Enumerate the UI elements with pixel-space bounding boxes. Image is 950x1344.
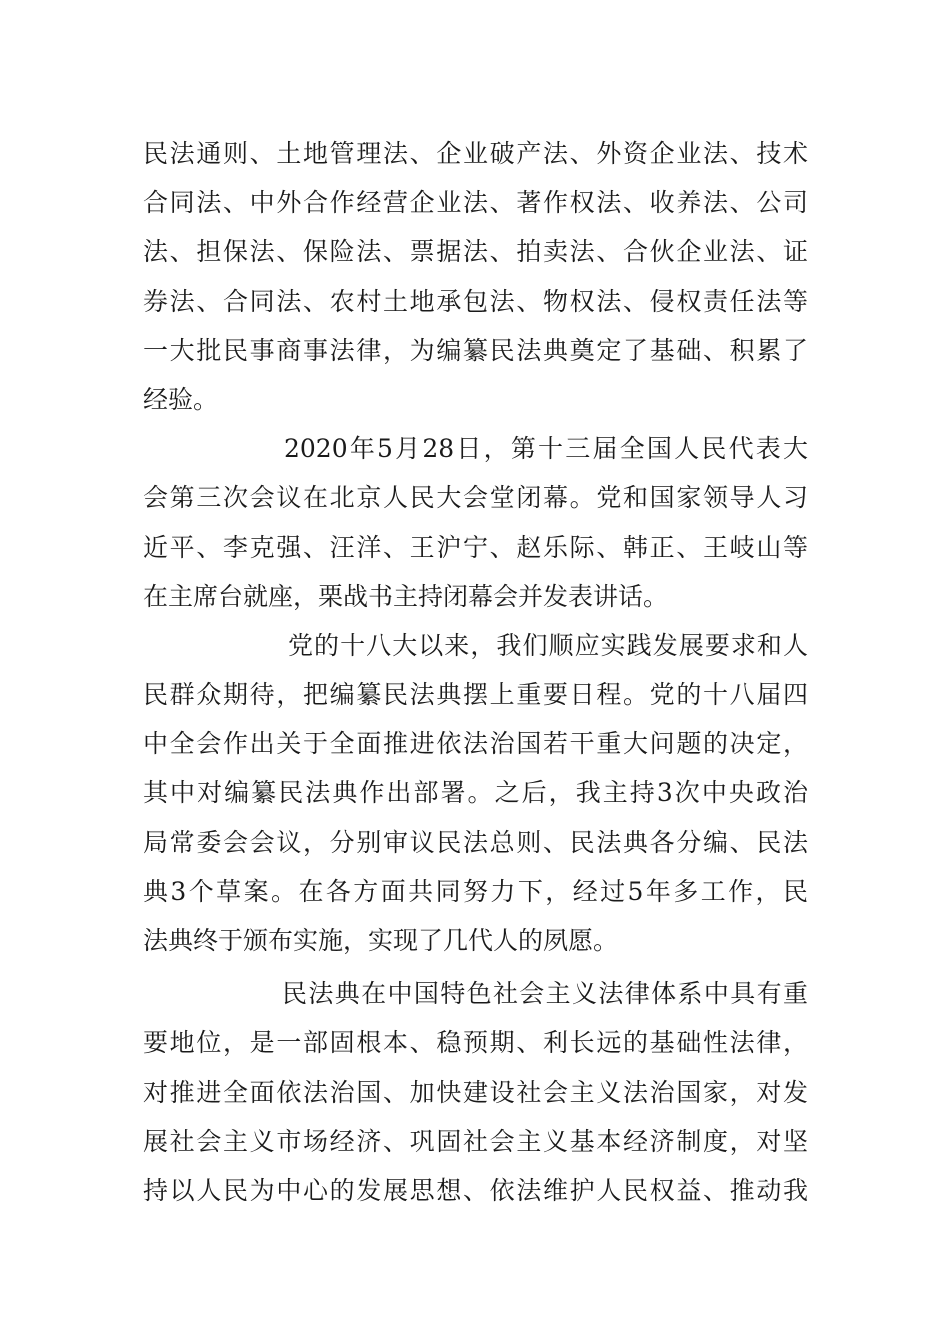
text-line: 一大批民事商事法律，为编纂民法典奠定了基础、积累了	[143, 335, 808, 365]
text-line: 法典终于颁布实施，实现了几代人的夙愿。	[143, 926, 619, 955]
paragraph-1	[143, 129, 808, 424]
text-line: 要地位，是一部固根本、稳预期、利长远的基础性法律，	[143, 1028, 808, 1058]
text-line: 民法典在中国特色社会主义法律体系中具有重	[282, 979, 808, 1009]
text-line: 局常委会会议，分别审议民法总则、民法典各分编、民法	[143, 827, 808, 857]
text-line: 持以人民为中心的发展思想、依法维护人民权益、推动我	[143, 1175, 808, 1205]
text-line: 党的十八大以来，我们顺应实践发展要求和人	[288, 630, 808, 660]
text-line: 民法通则、土地管理法、企业破产法、外资企业法、技术	[143, 139, 808, 168]
text-line: 2020年5月28日，第十三届全国人民代表大	[284, 434, 808, 464]
text-line: 中全会作出关于全面推进依法治国若干重大问题的决定，	[143, 729, 808, 759]
text-line: 会第三次会议在北京人民大会堂闭幕。党和国家领导人习	[143, 483, 808, 513]
paragraph-4	[143, 969, 808, 1215]
text-line: 民群众期待，把编纂民法典摆上重要日程。党的十八届四	[143, 680, 808, 710]
text-line: 法、担保法、保险法、票据法、拍卖法、合伙企业法、证	[143, 237, 808, 267]
text-line: 对推进全面依法治国、加快建设社会主义法治国家，对发	[143, 1077, 808, 1107]
document-body	[143, 129, 808, 1215]
text-line: 券法、合同法、农村土地承包法、物权法、侵权责任法等	[143, 286, 808, 316]
text-line: 典3个草案。在各方面共同努力下，经过5年多工作，民	[143, 876, 808, 906]
text-line: 近平、李克强、汪洋、王沪宁、赵乐际、韩正、王岐山等	[143, 532, 808, 562]
paragraph-3	[143, 621, 808, 965]
text-line: 合同法、中外合作经营企业法、著作权法、收养法、公司	[143, 188, 808, 218]
text-line: 在主席台就座，栗战书主持闭幕会并发表讲话。	[143, 581, 669, 611]
text-line: 其中对编纂民法典作出部署。之后，我主持3次中央政治	[143, 778, 808, 808]
text-line: 经验。	[143, 384, 219, 414]
paragraph-2	[143, 424, 808, 621]
text-line: 展社会主义市场经济、巩固社会主义基本经济制度，对坚	[143, 1126, 808, 1156]
